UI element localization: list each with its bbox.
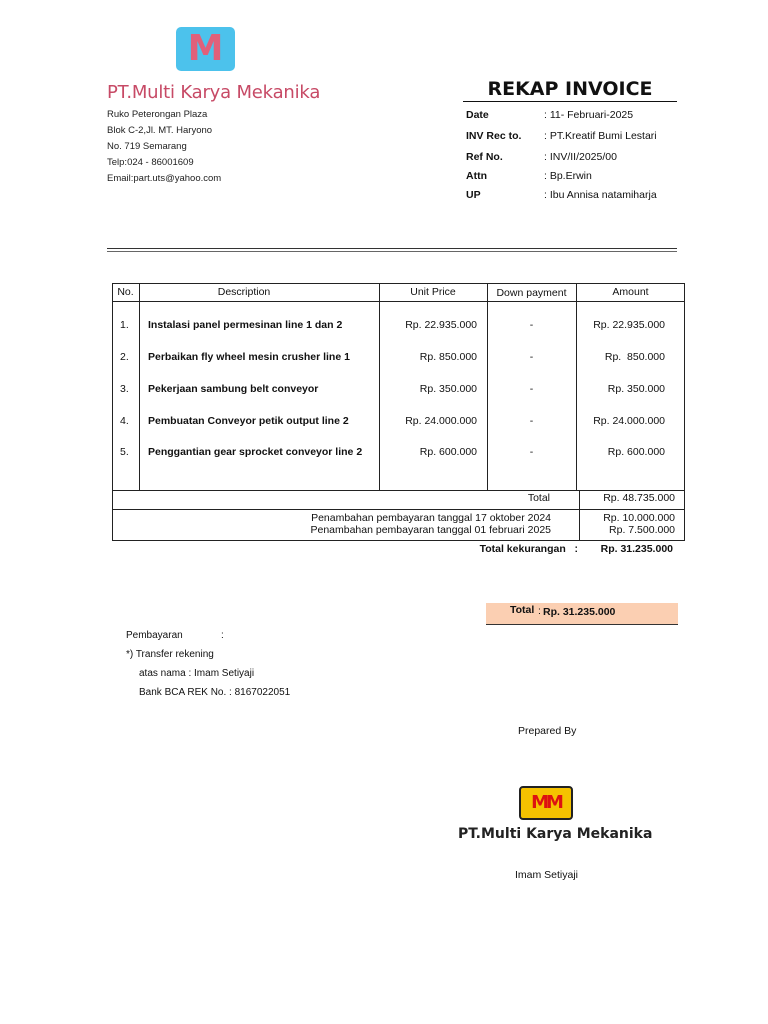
column-header-no: No. (117, 286, 134, 298)
meta-label-recipient: INV Rec to. (466, 130, 522, 142)
grand-total-label: Total (510, 604, 535, 616)
stamp-logo-letters: MM (531, 792, 561, 813)
row-description: Instalasi panel permesinan line 1 dan 2 (148, 319, 343, 331)
row-no: 3. (120, 383, 129, 395)
row-unit-price: Rp. 350.000 (419, 383, 477, 395)
payment-colon: : (221, 630, 224, 641)
shortfall-label: Total kekurangan : (479, 543, 578, 555)
row-description: Penggantian gear sprocket conveyor line 2 (148, 446, 363, 458)
row-down-payment: - (529, 351, 534, 363)
meta-value-up: : Ibu Annisa natamiharja (544, 189, 657, 201)
row-amount: Rp. 24.000.000 (593, 415, 665, 427)
row-unit-price: Rp. 22.935.000 (405, 319, 477, 331)
meta-value-ref: : INV/II/2025/00 (544, 151, 617, 163)
signatory-name: Imam Setiyaji (515, 869, 579, 881)
total-label: Total (527, 492, 550, 504)
row-no: 5. (120, 446, 129, 458)
table-header-divider (112, 301, 685, 302)
grand-total-colon: : (538, 605, 541, 617)
payment-method: *) Transfer rekening (126, 649, 214, 660)
row-unit-price: Rp. 24.000.000 (405, 415, 477, 427)
address-phone: Telp:024 - 86001609 (107, 157, 194, 168)
column-divider (139, 283, 140, 491)
row-no: 4. (120, 415, 129, 427)
column-header-unit-price: Unit Price (410, 286, 456, 298)
row-no: 2. (120, 351, 129, 363)
row-amount: Rp. 600.000 (607, 446, 665, 458)
row-amount: Rp. 350.000 (607, 383, 665, 395)
meta-value-recipient: : PT.Kreatif Bumi Lestari (544, 130, 657, 142)
row-description: Pembuatan Conveyor petik output line 2 (148, 415, 349, 427)
logo-letter: M (187, 28, 224, 69)
row-unit-price: Rp. 600.000 (419, 446, 477, 458)
column-header-amount: Amount (612, 286, 649, 298)
row-down-payment: - (529, 383, 534, 395)
account-name: atas nama : Imam Setiyaji (139, 668, 255, 679)
address-line: Blok C-2,Jl. MT. Haryono (107, 125, 213, 136)
row-description: Pekerjaan sambung belt conveyor (148, 383, 319, 395)
separator-line (107, 251, 677, 252)
prepared-by-label: Prepared By (518, 725, 577, 737)
row-description: Perbaikan fly wheel mesin crusher line 1 (148, 351, 350, 363)
address-line: No. 719 Semarang (107, 141, 187, 152)
shortfall-value: Rp. 31.235.000 (600, 543, 673, 555)
company-name: PT.Multi Karya Mekanika (107, 82, 321, 103)
address-email: Email:part.uts@yahoo.com (107, 173, 222, 184)
meta-value-date: : 11- Februari-2025 (544, 109, 634, 121)
row-down-payment: - (529, 415, 534, 427)
address-line: Ruko Peterongan Plaza (107, 109, 208, 120)
invoice-title: REKAP INVOICE (463, 78, 677, 102)
company-stamp-logo (519, 786, 573, 820)
row-amount: Rp. 22.935.000 (593, 319, 665, 331)
meta-label-up: UP (466, 189, 481, 201)
row-amount: Rp. 850.000 (604, 351, 665, 363)
row-down-payment: - (529, 319, 534, 331)
meta-label-attn: Attn (466, 170, 487, 182)
total-value: Rp. 48.735.000 (603, 492, 675, 504)
signature-company-name: PT.Multi Karya Mekanika (458, 826, 653, 842)
meta-label-ref: Ref No. (466, 151, 503, 163)
row-no: 1. (120, 319, 129, 331)
meta-value-attn: : Bp.Erwin (544, 170, 592, 182)
payment-label: Penambahan pembayaran tanggal 17 oktober 2024 (311, 512, 551, 524)
payment-heading: Pembayaran (126, 630, 183, 641)
row-down-payment: - (529, 446, 534, 458)
meta-label-date: Date (466, 109, 489, 121)
separator-line (107, 248, 677, 249)
column-header-down-payment: Down payment (496, 287, 567, 299)
company-logo (176, 27, 235, 71)
grand-total-value: Rp. 31.235.000 (543, 606, 616, 618)
row-unit-price: Rp. 850.000 (419, 351, 477, 363)
payment-label: Penambahan pembayaran tanggal 01 februari 2025 (310, 524, 551, 536)
column-header-description: Description (217, 286, 271, 298)
payment-value: Rp. 10.000.000 (603, 512, 675, 524)
payment-value: Rp. 7.500.000 (609, 524, 675, 536)
bank-account: Bank BCA REK No. : 8167022051 (139, 687, 291, 698)
